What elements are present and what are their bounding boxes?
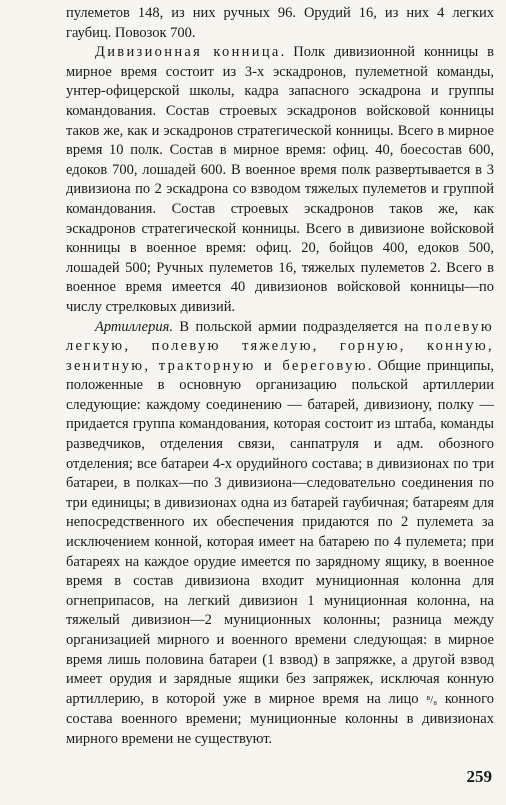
fraction: ⁸/₈ — [426, 693, 438, 706]
paragraph-divisional-cavalry — [66, 43, 494, 317]
paragraph-artillery — [66, 318, 494, 750]
heading-divisional-cavalry: Дивизионная конница — [95, 44, 281, 61]
paragraph-1 — [66, 4, 494, 43]
body-text — [66, 4, 494, 750]
paragraph-2-text: . Полк дивизионной конницы в мирное время состоит из 3-х эскадронов, пулеметной команды, унтер-офицерской школы, кадра запасного эскадрона и группы командования. Состав строевых эскадронов войсковой конницы таков же, как и эскадронов стратегической конницы. Всего в мирное время 10 полк. Состав в мирное время: офиц. 40, боесостав 600, едоков 700, лошадей 600. В военное время полк развертывается в 3 дивизиона по 2 эскадрона со взводом тяжелых пулеметов и группой командования. Состав строевых эскадронов таков же, как эскадронов стратегической конницы. Всего в дивизионе войсковой конницы в военное время: офиц. 20, бойцов 400, едоков 500, лошадей 500; Ручных пулеметов 16, тяжелых пулеметов 2. Всего в военное время имеется 40 дивизионов войсковой конницы—по числу стрелковых дивизий. — [66, 44, 495, 315]
paragraph-3-text-before: В польской армии подразделяется на — [172, 318, 425, 335]
paragraph-3-text-end: конного состава военного времени; мунициoнные колонны в дивизионах мирного времени не существуют. — [66, 690, 494, 747]
paragraph-1-text: пулеметов 148, из них ручных 96. Орудий 16, из них 4 легких гаубиц. Повозок 700. — [66, 5, 494, 41]
paragraph-3-text-after: . Общие принципы, положенные в основную организацию польской артиллерии следующие: каждому соединению — батарей, дивизиону, полку — придается группа командования, которая состоит из штаба, команды разведчиков, отделения связи, санпатруля и адм. обозного отделения; все батареи 4-х орудийного состава; в дивизионах по три батареи, в полках—по 3 дивизиона—следовательно соединения по три единицы; в дивизионах одна из батарей гаубичная; батареям для непосредственного их обеспечения придаются по 2 пулемета за исключением конной, которая имеет на батарею по 4 пулемета; при батареях на каждое орудие имеется по зарядному ящику, в военное время в состав дивизиона входит мунициoнная колонна для огнеприпасов, на легкий дивизион 1 мунициoнная колонна, на тяжелый дивизион—2 мунициoнных колонны; разница между организацией мирного и военного времени следующая: в мирное время лишь половина батареи (1 взвод) в запряжке, а другой взвод имеет орудия и зарядные ящики без запряжек, исключая конную артиллерию, в которой уже в мирное время на лицо — [66, 357, 495, 707]
book-page — [66, 4, 494, 801]
heading-artillery: Артиллерия. — [95, 318, 173, 335]
page-number: 259 — [466, 767, 492, 786]
artillery-types: полевую легкую, полевую тяжелую, горную, конную, зенитную, тракторную и береговую — [66, 318, 494, 374]
